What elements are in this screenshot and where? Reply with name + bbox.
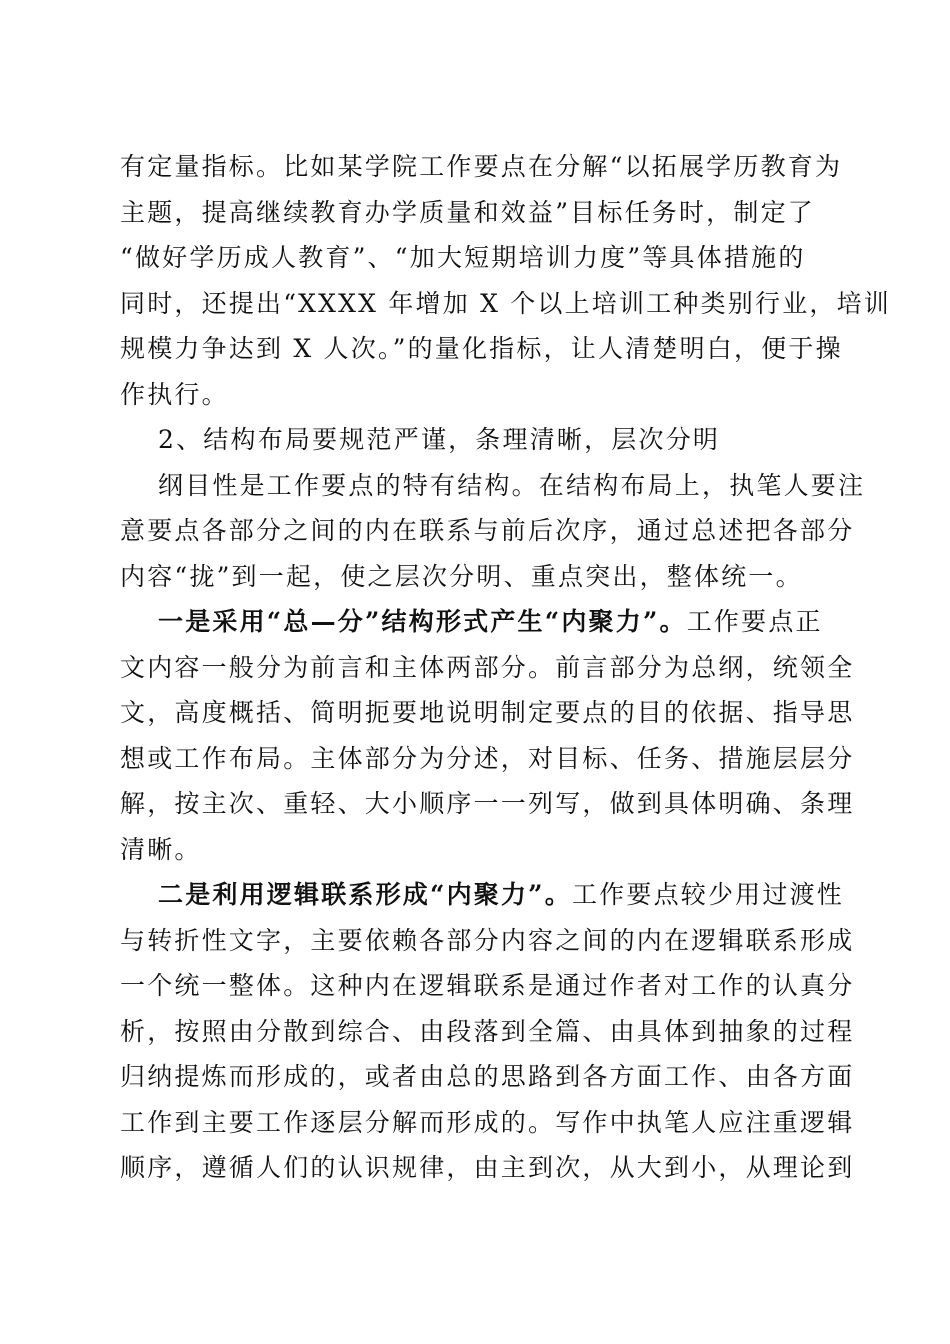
text-line: 与转折性文字，主要依赖各部分内容之间的内在逻辑联系形成: [120, 925, 855, 955]
bold-lead-second: 二是利用逻辑联系形成“内聚力”。: [158, 880, 572, 909]
text-line: 顺序，遵循人们的认识规律，由主到次，从大到小，从理论到: [120, 1153, 855, 1182]
text-line: 解，按主次、重轻、大小顺序一一列写，做到具体明确、条理: [120, 789, 855, 818]
text-line: [120, 599, 825, 645]
text-line: 文，高度概括、简明扼要地说明制定要点的目的依据、指导思: [120, 698, 855, 727]
text-run: 工作要点较少用过渡性: [571, 880, 844, 909]
text-line: 归纳提炼而形成的，或者由总的思路到各方面工作、由各方面: [120, 1062, 855, 1091]
text-line: 内容“拢”到一起，使之层次分明、重点突出，整体统一。: [120, 561, 803, 591]
text-line: 清晰。: [120, 834, 202, 864]
text-line: 主题，提高继续教育办学质量和效益”目标任务时，制定了: [120, 197, 815, 227]
text-line: 一个统一整体。这种内在逻辑联系是通过作者对工作的认真分: [120, 971, 855, 1000]
text-line: 析，按照由分散到综合、由段落到全篇、由具体到抽象的过程: [120, 1016, 855, 1046]
section-heading: 2、结构布局要规范严谨，条理清晰，层次分明: [158, 425, 721, 454]
text-line: 有定量指标。比如某学院工作要点在分解“以拓展学历教育为: [120, 152, 843, 181]
text-line: [120, 872, 844, 918]
text-run: 工作要点正: [686, 607, 823, 636]
bold-lead-first: 一是采用“总—分”结构形式产生“内聚力”。: [158, 607, 687, 636]
text-line: 文内容一般分为前言和主体两部分。前言部分为总纲，统领全: [120, 652, 855, 682]
text-line: 纲目性是工作要点的特有结构。在结构布局上，执笔人要注: [158, 470, 866, 500]
document-body: [120, 144, 892, 1191]
text-line: 想或工作布局。主体部分为分述，对目标、任务、措施层层分: [120, 743, 855, 773]
text-line: 同时，还提出“XXXX 年增加 X 个以上培训工种类别行业，培训: [120, 288, 892, 318]
text-line: 规模力争达到 X 人次。”的量化指标，让人清楚明白，便于操: [120, 334, 843, 363]
text-line: 作执行。: [120, 379, 229, 409]
text-line: 工作到主要工作逐层分解而形成的。写作中执笔人应注重逻辑: [120, 1107, 855, 1137]
text-line: “做好学历成人教育”、“加大短期培训力度”等具体措施的: [120, 243, 806, 272]
text-line: 意要点各部分之间的内在联系与前后次序，通过总述把各部分: [120, 516, 855, 545]
